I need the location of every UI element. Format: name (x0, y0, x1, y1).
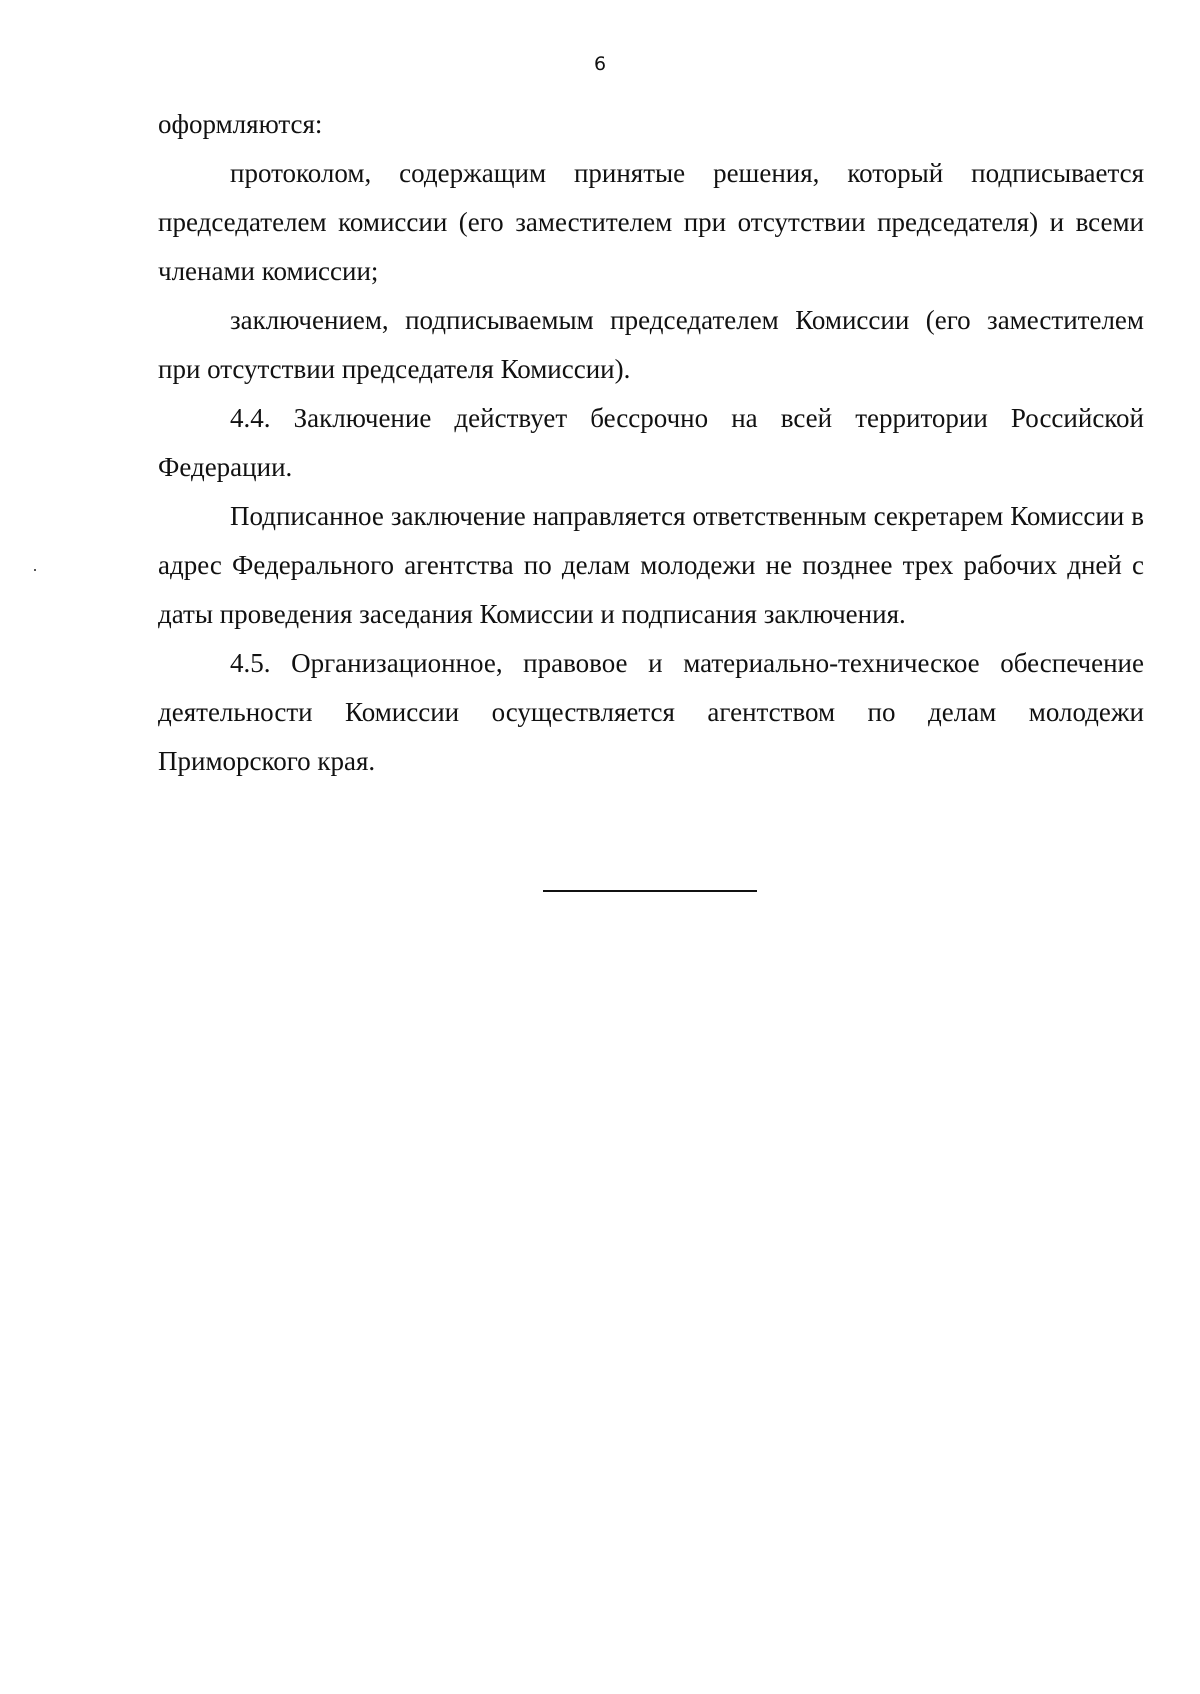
document-body (158, 100, 1144, 786)
paragraph-4-5: 4.5. Организационное, правовое и материально-техническое обеспечение деятельности Комиссии осуществляется агентством по делам молодежи Приморского края. (158, 648, 1144, 776)
paragraph-protocol: протоколом, содержащим принятые решения, который подписывается председателем комиссии (его заместителем при отсутствии председателя) и всеми членами комиссии; (158, 158, 1144, 286)
paragraph-signed-conclusion: Подписанное заключение направляется ответственным секретарем Комиссии в адрес Федерального агентства по делам молодежи не позднее трех рабочих дней с даты проведения заседания Комиссии и подписания заключения. (158, 501, 1144, 629)
page-number: 6 (593, 53, 607, 75)
end-divider (543, 890, 757, 892)
scan-speck (34, 569, 36, 571)
paragraph-intro: оформляются: (158, 109, 323, 139)
paragraph-4-4: 4.4. Заключение действует бессрочно на всей территории Российской Федерации. (158, 403, 1144, 482)
paragraph-conclusion-signing: заключением, подписываемым председателем Комиссии (его заместителем при отсутствии председателя Комиссии). (158, 305, 1144, 384)
